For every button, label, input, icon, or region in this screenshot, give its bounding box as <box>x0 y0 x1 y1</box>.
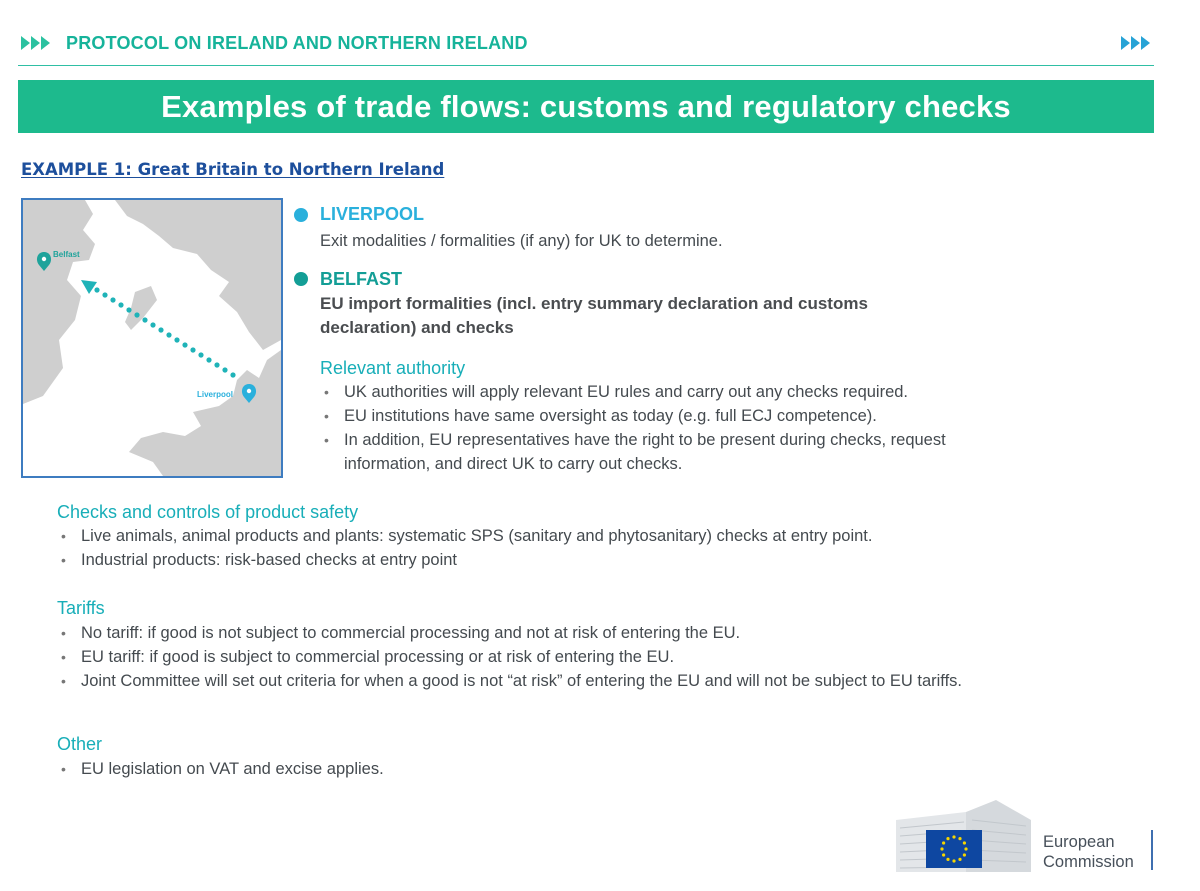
header-rule <box>18 65 1154 66</box>
ec-logo-text-line2: Commission <box>1043 853 1134 871</box>
ec-building-icon <box>896 800 1031 872</box>
route-arrowhead-icon <box>81 280 97 294</box>
map-label-liverpool: Liverpool <box>197 390 234 399</box>
header-arrows-right-icon <box>1121 36 1151 50</box>
list-item: • EU legislation on VAT and excise applies. <box>57 757 957 781</box>
belfast-bullet-icon <box>294 272 308 286</box>
ec-logo <box>896 800 1031 872</box>
list-item: • In addition, EU representatives have the right to be present during checks, request information, and direct UK to carry out checks. <box>320 428 1034 476</box>
tariffs-list <box>57 621 1057 693</box>
list-item: • EU tariff: if good is subject to commercial processing or at risk of entering the EU. <box>57 645 1057 669</box>
belfast-heading: BELFAST <box>320 269 403 289</box>
map-label-belfast: Belfast <box>53 250 80 259</box>
tariffs-heading: Tariffs <box>57 598 105 618</box>
belfast-text-line2: declaration) and checks <box>320 318 514 337</box>
list-item: • No tariff: if good is not subject to commercial processing and not at risk of entering the EU. <box>57 621 1057 645</box>
route-dots <box>86 283 235 377</box>
ec-logo-bar <box>1151 830 1153 870</box>
safety-heading: Checks and controls of product safety <box>57 502 359 522</box>
ec-logo-text-line1: European <box>1043 833 1115 851</box>
liverpool-heading: LIVERPOOL <box>320 204 425 224</box>
other-list <box>57 757 957 781</box>
authority-heading: Relevant authority <box>320 358 466 378</box>
header-arrows-left-icon <box>21 36 51 50</box>
map-land-ireland <box>23 200 95 404</box>
map-land-scotland <box>115 200 281 350</box>
list-item: • Live animals, animal products and plants: systematic SPS (sanitary and phytosanitary) checks at entry point. <box>57 524 1177 548</box>
header-title: PROTOCOL ON IRELAND AND NORTHERN IRELAND <box>66 33 528 53</box>
authority-list <box>320 380 1060 476</box>
example-title: EXAMPLE 1: Great Britain to Northern Ireland <box>21 160 445 179</box>
title-banner <box>18 80 1154 133</box>
map-land-england <box>129 350 281 476</box>
slide-title: Examples of trade flows: customs and regulatory checks <box>161 88 1011 124</box>
map-graphic <box>23 200 281 476</box>
route-map <box>21 198 283 478</box>
safety-list <box>57 524 1177 572</box>
liverpool-text: Exit modalities / formalities (if any) for UK to determine. <box>320 232 723 250</box>
list-item: • Industrial products: risk-based checks at entry point <box>57 548 1177 572</box>
list-item: • Joint Committee will set out criteria for when a good is not “at risk” of entering the EU and will not be subject to EU tariffs. <box>57 669 1041 693</box>
liverpool-bullet-icon <box>294 208 308 222</box>
list-item: • UK authorities will apply relevant EU rules and carry out any checks required. <box>320 380 1060 404</box>
belfast-text-line1: EU import formalities (incl. entry summary declaration and customs <box>320 294 868 313</box>
list-item: • EU institutions have same oversight as today (e.g. full ECJ competence). <box>320 404 1060 428</box>
other-heading: Other <box>57 734 103 754</box>
